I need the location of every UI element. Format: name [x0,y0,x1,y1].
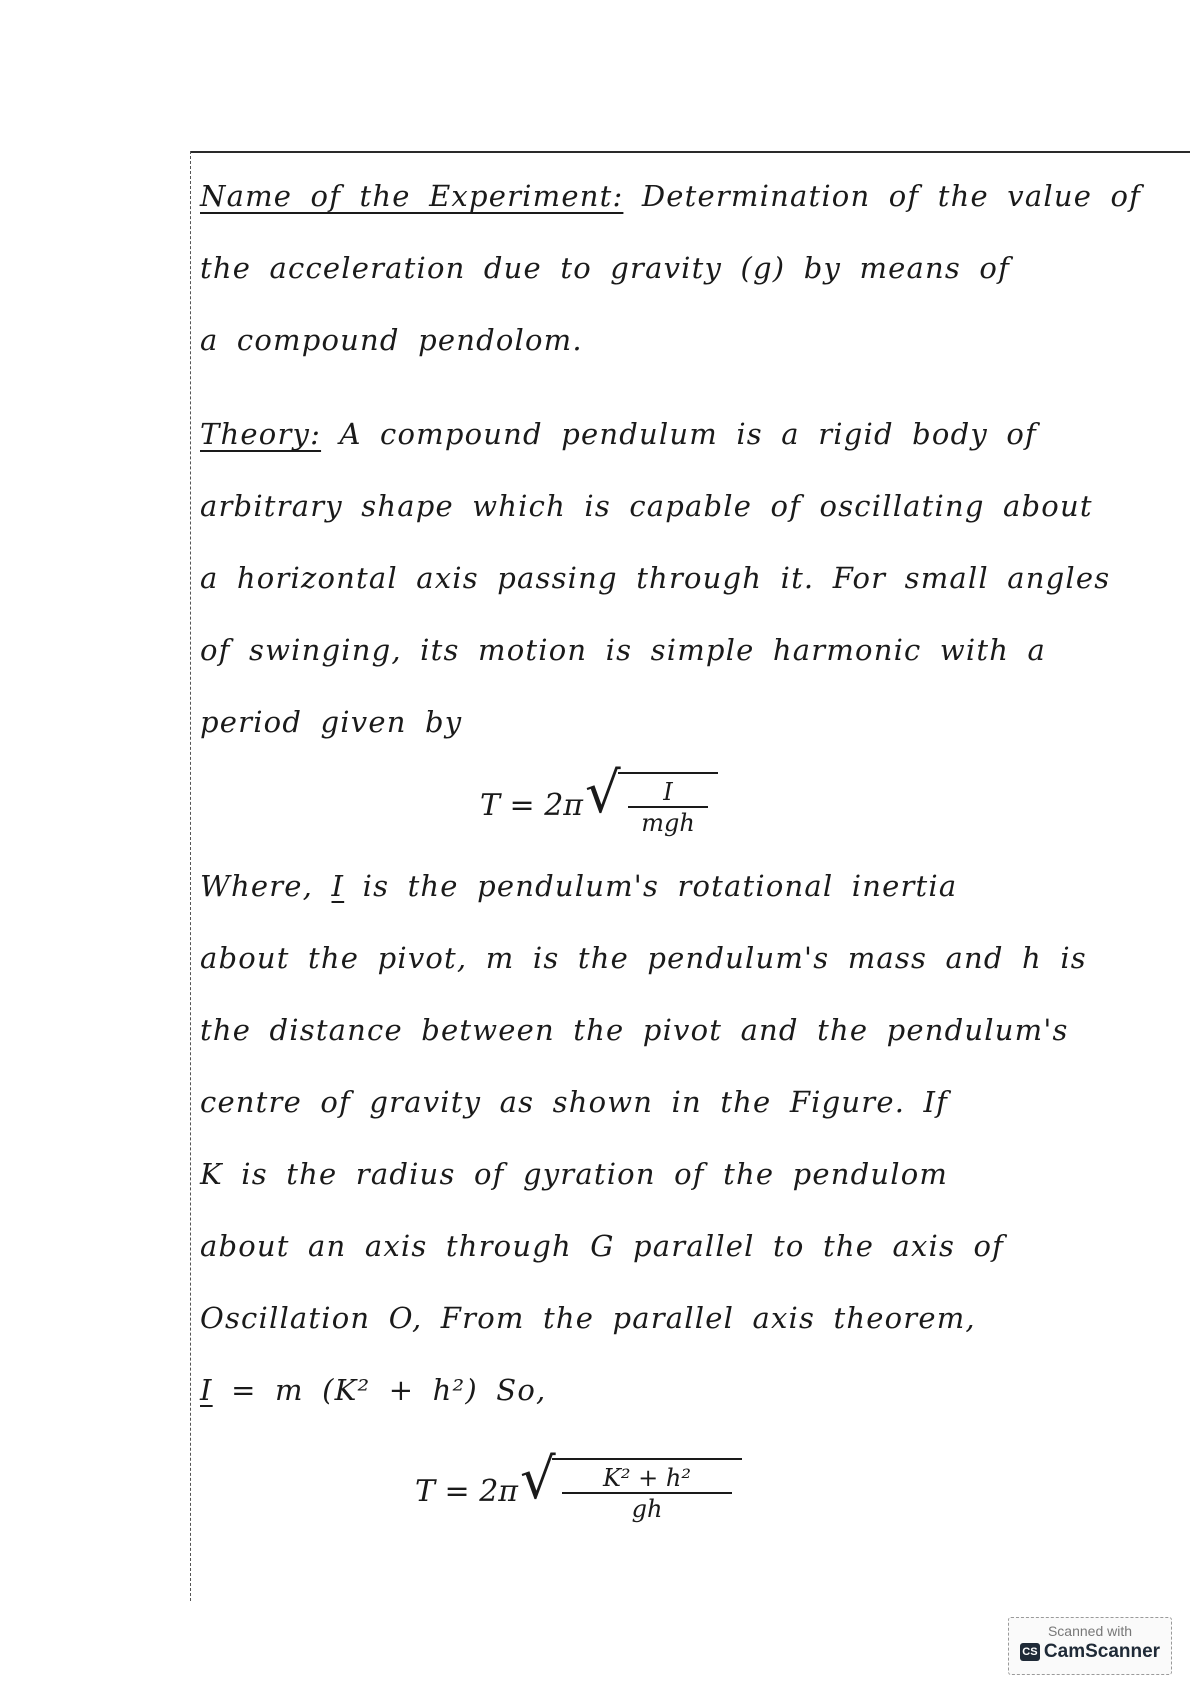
where-line-5: K is the radius of gyration of the pendulom [200,1157,949,1191]
formula-1-radicand [618,772,718,838]
where-line-7: Oscillation O, From the parallel axis theorem, [200,1301,976,1335]
formula-1-numerator: I [628,778,708,808]
title-line-1 [200,160,1142,232]
handwritten-page [200,160,1142,1536]
scanned-with-label: Scanned with [1047,1623,1133,1639]
sqrt-symbol-2: √ [520,1447,556,1512]
formula-2-numerator: K² + h² [562,1464,732,1494]
where-text: Where, [200,869,332,903]
sqrt-symbol: √ [585,761,621,826]
camscanner-brand [1009,1641,1171,1663]
camscanner-logo-icon: CS [1020,1643,1040,1661]
where-line-6: about an axis through G parallel to the axis of [200,1229,1005,1263]
camscanner-watermark [1008,1617,1172,1675]
theory-line-5: period given by [200,705,463,739]
theory-line-4: of swinging, its motion is simple harmonic with a [200,633,1047,667]
formula-2-radicand [552,1458,742,1524]
experiment-name-label: Name of the Experiment: [200,179,624,213]
formula-1-denominator: mgh [641,809,695,837]
where-line-4: centre of gravity as shown in the Figure. If [200,1085,949,1119]
formula-1-lhs: T = 2π [480,788,584,823]
where-line-3: the distance between the pivot and the pendulum's [200,1013,1069,1047]
theory-line-3: a horizontal axis passing through it. For small angles [200,561,1111,595]
title-line-3: a compound pendolom. [200,323,583,357]
experiment-name-text: Determination of the value of [623,179,1142,213]
formula-2-denominator: gh [631,1495,663,1523]
theory-line-1 [200,398,1120,470]
title-line-2: the acceleration due to gravity (g) by means of [200,251,1010,285]
camscanner-brand-name: CamScanner [1043,1641,1161,1662]
inertia-equation-symbol: I [200,1373,213,1407]
where-line-2: about the pivot, m is the pendulum's mass and h is [200,941,1087,975]
page-margin-rule [190,151,192,1601]
period-formula-1 [200,758,1120,850]
theory-text: A compound pendulum is a rigid body of [321,417,1037,451]
inertia-symbol: I [331,869,345,903]
where-line-1 [200,850,1120,922]
inertia-equation-text: = m (K² + h²) So, [212,1373,547,1407]
period-formula-2 [200,1444,1120,1536]
formula-2-lhs: T = 2π [415,1474,519,1509]
where-text-rest: is the pendulum's rotational inertia [344,869,958,903]
inertia-equation [200,1354,1120,1426]
theory-label: Theory: [200,417,322,451]
theory-line-2: arbitrary shape which is capable of oscillating about [200,489,1093,523]
page-top-rule [190,151,1190,153]
